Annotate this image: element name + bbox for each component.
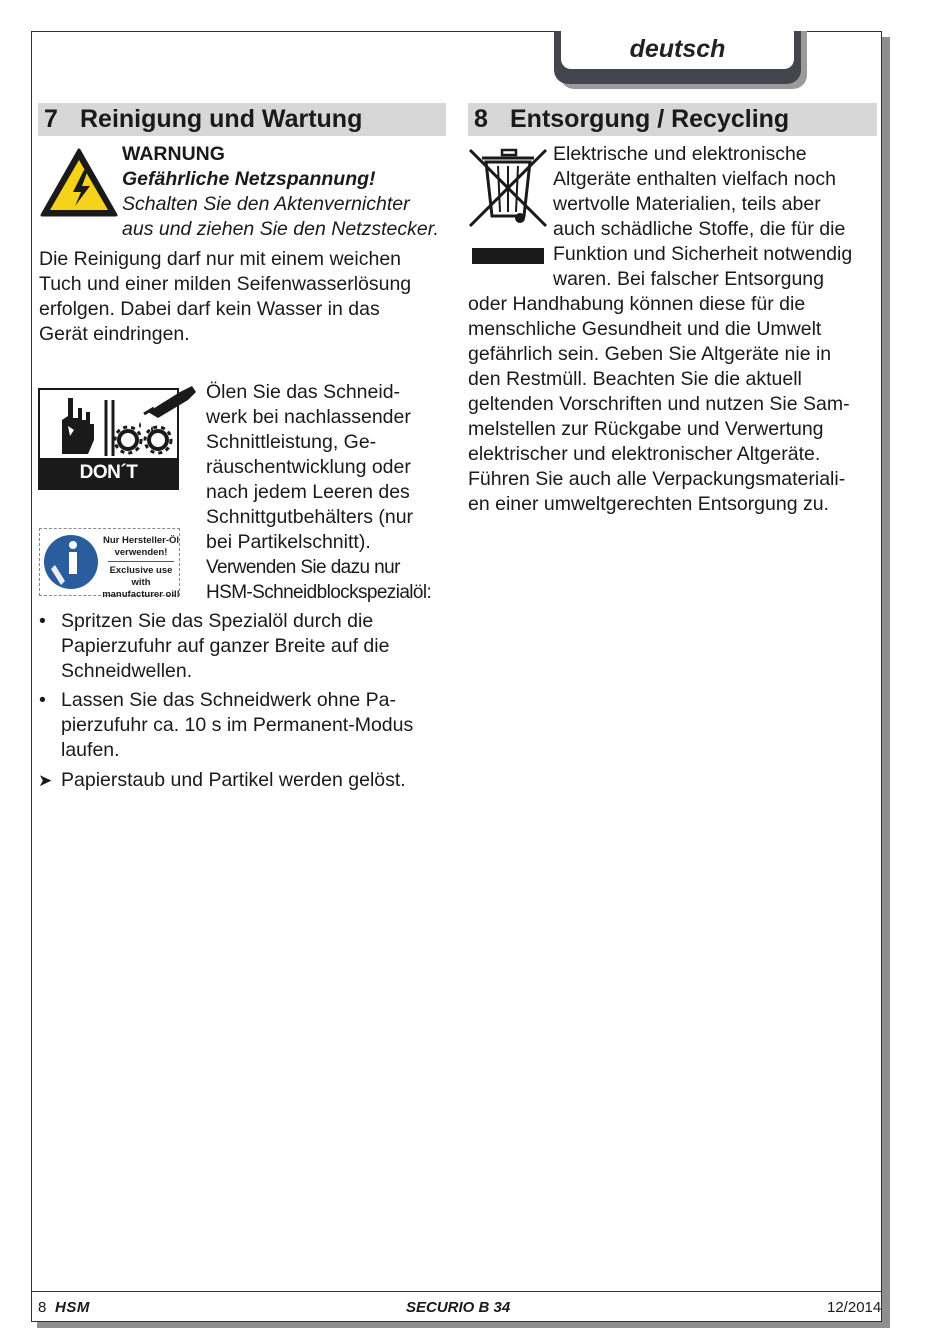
footer-date: 12/2014 [827, 1299, 882, 1316]
recycling-text-line: gefährlich sein. Geben Sie Altgeräte nie in [468, 343, 832, 365]
recycling-text-line: wertvolle Materialien, teils aber [553, 193, 821, 215]
oil-sign-line: Nur Hersteller-Öl [102, 535, 180, 546]
oiling-text-line: nach jedem Leeren des [206, 481, 410, 503]
oil-can-icon [140, 384, 198, 420]
oiling-text-line: Schnittleistung, Ge- [206, 431, 377, 453]
oiling-text-line: Ölen Sie das Schneid- [206, 381, 401, 403]
warning-icon [40, 148, 118, 218]
recycling-text-line: geltenden Vorschriften und nutzen Sie Sam- [468, 393, 850, 415]
recycling-text-line: elektrischer und elektronischer Altgeräte. [468, 443, 821, 465]
oil-sign-line: verwenden! [114, 547, 168, 558]
recycling-text-line: menschliche Gesundheit und die Umwelt [468, 318, 822, 340]
warning-text-line: Schalten Sie den Aktenvernichter [122, 193, 410, 215]
oil-sign-line: manufacturer oil! [102, 589, 180, 600]
section-8-heading [468, 103, 877, 136]
recycling-text-line: melstellen zur Rückgabe und Verwertung [468, 418, 824, 440]
recycling-text-line: den Restmüll. Beachten Sie die aktuell [468, 368, 802, 390]
weee-crossed-bin-icon [466, 146, 550, 266]
cleaning-text-line: erfolgen. Dabei darf kein Wasser in das [39, 298, 380, 320]
bullet-text-line: Papierzufuhr auf ganzer Breite auf die [61, 635, 390, 657]
oiling-text-line: räuschentwicklung oder [206, 456, 411, 478]
recycling-text-line: oder Handhabung können diese für die [468, 293, 806, 315]
recycling-text-line: en einer umweltgerechten Entsorgung zu. [468, 493, 829, 515]
warning-text-line: aus und ziehen Sie den Netzstecker. [122, 218, 439, 240]
bullet-text-line: Schneidwellen. [61, 660, 193, 682]
oil-sign-line: Exclusive use with [109, 565, 173, 588]
oiling-text-line: Schnittgutbehälters (nur [206, 506, 414, 528]
bullet-text-line: laufen. [61, 739, 120, 761]
cleaning-text-line: Die Reinigung darf nur mit einem weichen [39, 248, 402, 270]
footer-rule [31, 1291, 882, 1292]
language-tab [561, 31, 794, 69]
bullet-text-line: Lassen Sie das Schneidwerk ohne Pa- [61, 689, 396, 711]
language-label: deutsch [629, 35, 726, 63]
section-8-number: 8 [474, 105, 488, 133]
oil-hint-line: Verwenden Sie dazu nur [206, 557, 400, 578]
section-8-title: Entsorgung / Recycling [510, 105, 790, 133]
section-7-heading [38, 103, 446, 136]
oil-hint-line: HSM-Schneidblockspezialöl: [206, 582, 432, 603]
section-7-number: 7 [44, 105, 58, 133]
recycling-text-line: Elektrische und elektronische [553, 143, 807, 165]
recycling-text-line: Funktion und Sicherheit notwendig [553, 243, 853, 265]
bullet-text-line: Spritzen Sie das Spezialöl durch die [61, 610, 374, 632]
oil-instruction-sign [39, 528, 180, 600]
info-hsm-icon [43, 533, 99, 591]
section-7-title: Reinigung und Wartung [80, 105, 363, 133]
model-name: SECURIO B 34 [406, 1299, 511, 1316]
oil-sign-divider [108, 561, 174, 562]
page-number: 8 [38, 1299, 47, 1316]
result-arrow-icon: ➤ [38, 771, 53, 790]
dont-forget-label: DON´T FORGET [40, 458, 177, 488]
warning-label: WARNUNG [122, 143, 225, 165]
recycling-text-line: waren. Bei falscher Entsorgung [553, 268, 824, 290]
cleaning-text-line: Tuch und einer milden Seifenwasserlösung [39, 273, 412, 295]
result-text: Papierstaub und Partikel werden gelöst. [61, 769, 406, 791]
recycling-text-line: Altgeräte enthalten vielfach noch [553, 168, 836, 190]
bullet-text-line: pierzufuhr ca. 10 s im Permanent-Modus [61, 714, 414, 736]
oiling-text-line: werk bei nachlassender [206, 406, 411, 428]
bullet-marker: • [39, 689, 46, 711]
oiling-text-line: bei Partikelschnitt). [206, 531, 371, 553]
bullet-marker: • [39, 610, 46, 632]
warning-subtitle: Gefährliche Netzspannung! [122, 168, 376, 190]
hsm-logo: HSM [55, 1299, 90, 1316]
recycling-text-line: auch schädliche Stoffe, die für die [553, 218, 846, 240]
cleaning-text-line: Gerät eindringen. [39, 323, 190, 345]
recycling-text-line: Führen Sie auch alle Verpackungsmateriali- [468, 468, 846, 490]
